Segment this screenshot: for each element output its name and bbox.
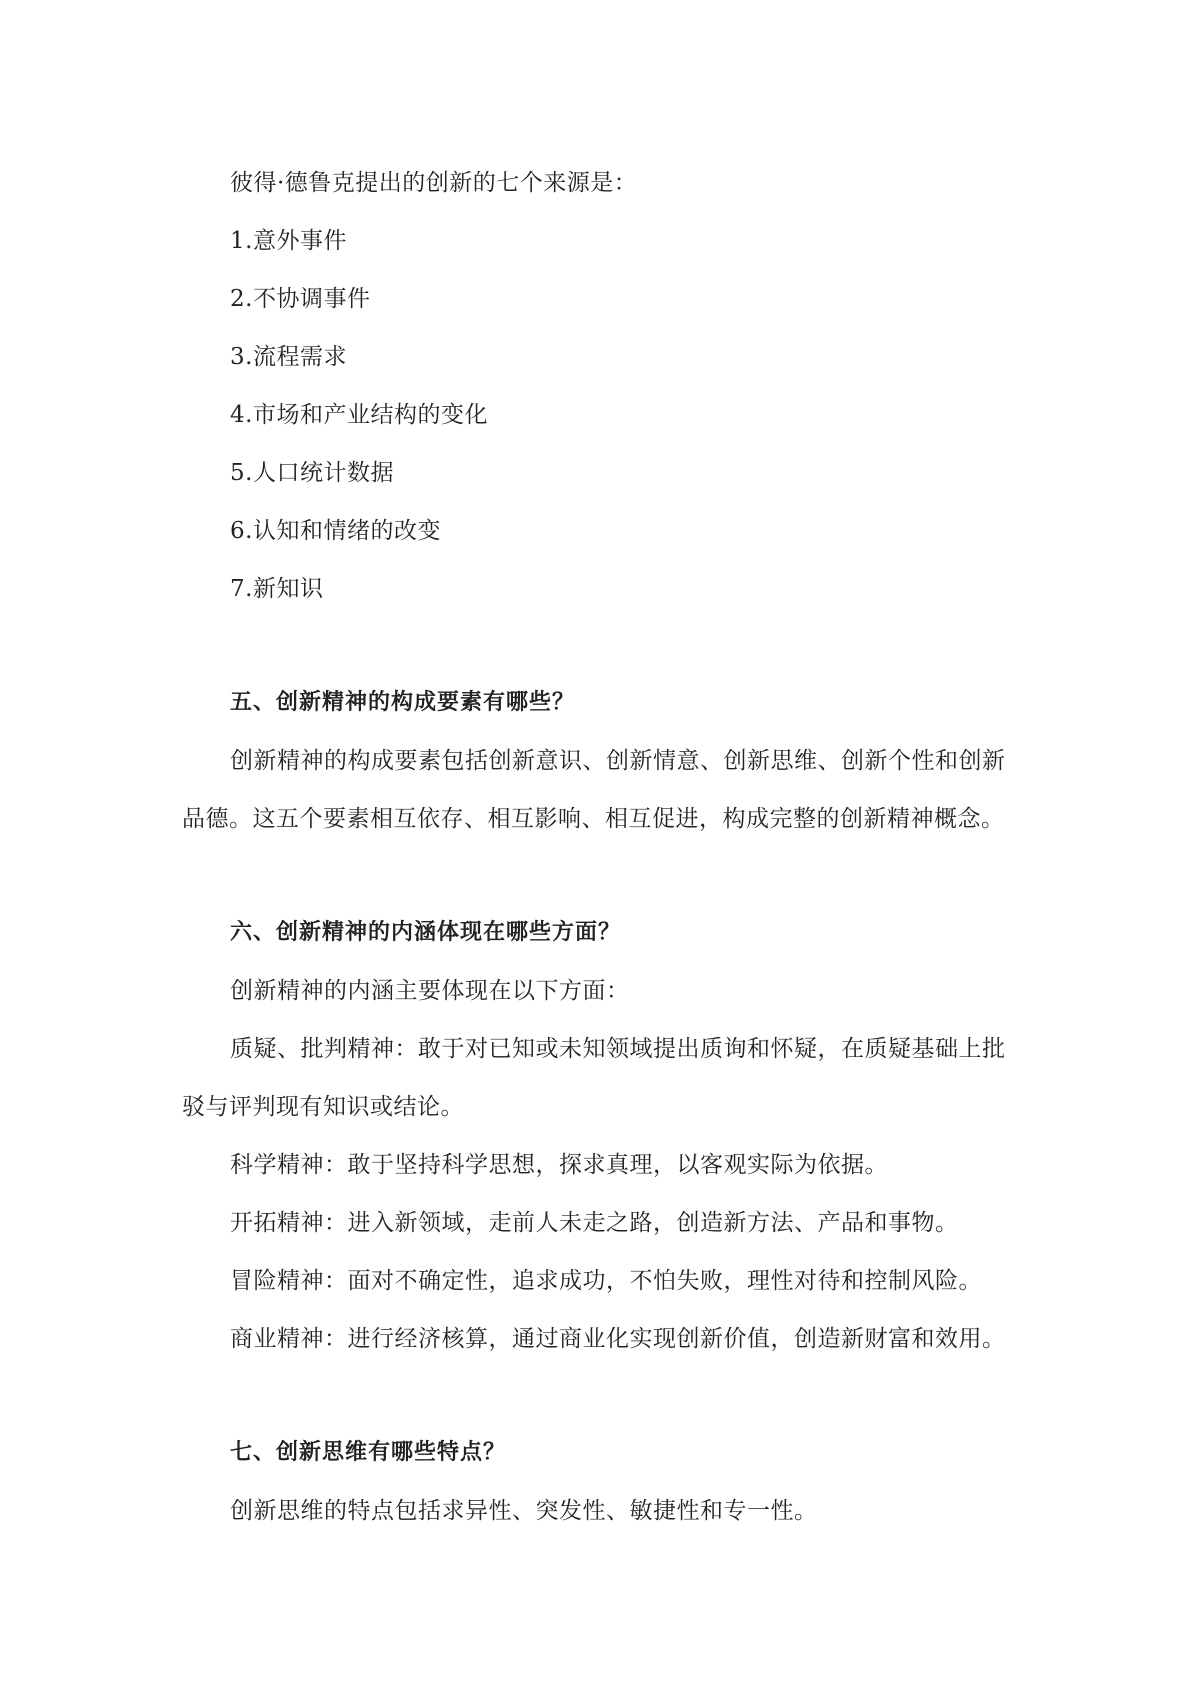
intro-text: 彼得·德鲁克提出的创新的七个来源是： bbox=[230, 170, 638, 196]
pioneering-spirit: 开拓精神：进入新领域，走前人未走之路，创造新方法、产品和事物。 bbox=[230, 1210, 959, 1236]
section-6-heading: 六、创新精神的内涵体现在哪些方面？ bbox=[230, 920, 622, 945]
list-item-source-2: 2.不协调事件 bbox=[230, 286, 371, 312]
list-item-source-4: 4.市场和产业结构的变化 bbox=[230, 402, 488, 428]
section-7-heading: 七、创新思维有哪些特点？ bbox=[230, 1440, 507, 1465]
list-item-source-6: 6.认知和情绪的改变 bbox=[230, 518, 441, 544]
section-5-paragraph-line-2: 品德。这五个要素相互依存、相互影响、相互促进，构成完整的创新精神概念。 bbox=[182, 806, 1005, 832]
section-5-paragraph-line-1: 创新精神的构成要素包括创新意识、创新情意、创新思维、创新个性和创新 bbox=[230, 748, 1006, 774]
business-spirit: 商业精神：进行经济核算，通过商业化实现创新价值，创造新财富和效用。 bbox=[230, 1326, 1006, 1352]
section-5-heading: 五、创新精神的构成要素有哪些？ bbox=[230, 690, 576, 715]
adventure-spirit: 冒险精神：面对不确定性，追求成功，不怕失败，理性对待和控制风险。 bbox=[230, 1268, 982, 1294]
list-item-source-3: 3.流程需求 bbox=[230, 344, 347, 370]
critical-spirit-line-1: 质疑、批判精神：敢于对已知或未知领域提出质询和怀疑，在质疑基础上批 bbox=[230, 1036, 1006, 1062]
section-6-intro: 创新精神的内涵主要体现在以下方面： bbox=[230, 978, 630, 1004]
list-item-source-1: 1.意外事件 bbox=[230, 228, 347, 254]
critical-spirit-line-2: 驳与评判现有知识或结论。 bbox=[182, 1094, 464, 1120]
scientific-spirit: 科学精神：敢于坚持科学思想，探求真理，以客观实际为依据。 bbox=[230, 1152, 888, 1178]
section-7-paragraph: 创新思维的特点包括求异性、突发性、敏捷性和专一性。 bbox=[230, 1498, 818, 1524]
list-item-source-7: 7.新知识 bbox=[230, 576, 324, 602]
list-item-source-5: 5.人口统计数据 bbox=[230, 460, 394, 486]
